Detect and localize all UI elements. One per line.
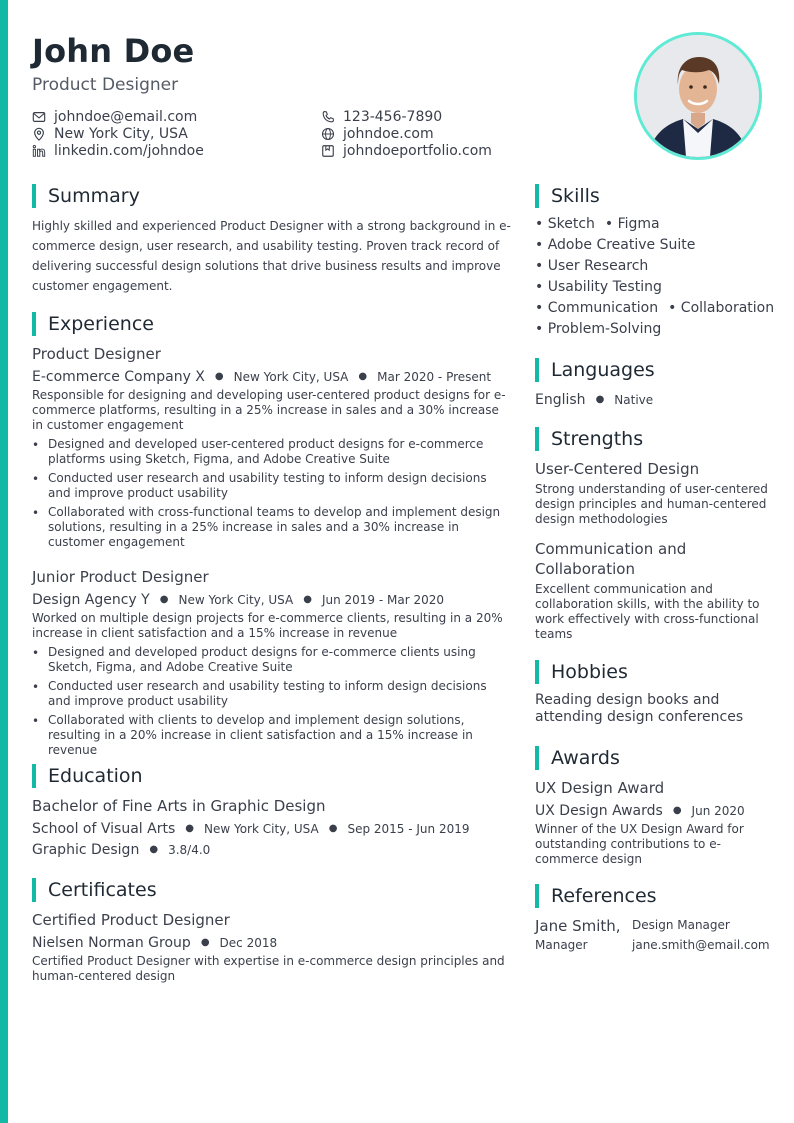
heading-accent — [535, 660, 539, 684]
separator-dot: ● — [149, 844, 159, 855]
skills-row — [535, 319, 770, 340]
skills-row — [535, 298, 775, 319]
job-location: New York City, USA — [233, 370, 349, 384]
hobbies-section — [535, 660, 770, 726]
languages-section — [535, 358, 770, 410]
separator-dot: ● — [328, 823, 338, 834]
job-description: Responsible for designing and developing user-centered product designs for e-commerce platforms, resulting in a 25% increase in sales and a 30% increase in customer engagement — [32, 388, 506, 432]
job-bullet: • Collaborated with cross-functional teams to develop and implement design solutions, resulting in a 25% increase in sales and a 30% increase in customer engagement — [32, 505, 512, 550]
strengths-section — [535, 427, 770, 642]
contact-linkedin[interactable] — [32, 142, 204, 159]
education-field-row — [32, 840, 512, 860]
language-level: Native — [614, 393, 654, 407]
skills-row — [535, 235, 770, 256]
heading-accent — [535, 358, 539, 382]
skill-item: • Communication — [535, 300, 659, 316]
award-issuer: UX Design Awards — [535, 803, 663, 819]
skill-item: • Figma — [604, 216, 660, 232]
job-bullet: • Designed and developed user-centered product designs for e-commerce platforms using Sketch, Figma, and Adobe Creative Suite — [32, 437, 512, 467]
heading-accent — [535, 746, 539, 770]
contact-location-text: New York City, USA — [54, 125, 188, 142]
candidate-name: John Doe — [32, 32, 195, 70]
strengths-heading — [535, 427, 770, 451]
skill-text: User Research — [547, 258, 649, 274]
avatar-illustration — [637, 35, 759, 157]
job-bullet: • Collaborated with clients to develop and implement design solutions, resulting in a 20% increase in client satisfaction and a 15% increase in revenue — [32, 713, 512, 758]
strength-item — [535, 459, 770, 527]
references-heading-text: References — [551, 885, 657, 907]
skills-heading — [535, 184, 770, 208]
languages-heading — [535, 358, 770, 382]
job-entry — [32, 567, 512, 758]
skill-text: Usability Testing — [547, 279, 662, 295]
contact-email-text: johndoe@email.com — [54, 108, 198, 125]
reference-position: Design Manager — [632, 918, 730, 932]
award-title: UX Design Award — [535, 779, 665, 797]
skill-item: • Problem-Solving — [535, 321, 662, 337]
awards-heading-text: Awards — [551, 747, 620, 769]
certificate-meta — [32, 933, 512, 953]
education-degree: Bachelor of Fine Arts in Graphic Design — [32, 797, 326, 815]
heading-accent — [32, 184, 36, 208]
skill-text: Communication — [547, 300, 659, 316]
education-heading-text: Education — [48, 765, 143, 787]
heading-accent — [32, 764, 36, 788]
experience-heading-text: Experience — [48, 313, 154, 335]
separator-dot: ● — [358, 371, 368, 382]
contact-location — [32, 125, 188, 142]
contact-portfolio-text: johndoeportfolio.com — [343, 142, 492, 159]
reference-email[interactable]: jane.smith@email.com — [632, 938, 770, 952]
education-section — [32, 764, 512, 860]
separator-dot: ● — [159, 594, 169, 605]
job-location: New York City, USA — [178, 593, 294, 607]
separator-dot: ● — [595, 394, 605, 405]
profile-photo — [634, 32, 762, 160]
award-meta — [535, 801, 770, 821]
education-dates: Sep 2015 - Jun 2019 — [347, 822, 470, 836]
separator-dot: ● — [185, 823, 194, 834]
certificates-heading-text: Certificates — [48, 879, 157, 901]
job-bullet: • Designed and developed product designs for e-commerce clients using Sketch, Figma, and Adobe Creative Suite — [32, 645, 512, 675]
strength-title: User-Centered Design — [535, 460, 700, 478]
reference-role: Manager — [535, 938, 588, 952]
job-description: Worked on multiple design projects for e-commerce clients, resulting in a 20% increase in client satisfaction and a 15% increase in revenue — [32, 611, 503, 640]
references-heading — [535, 884, 770, 908]
portfolio-icon — [321, 144, 335, 158]
contact-phone-text: 123-456-7890 — [343, 108, 443, 125]
hobbies-text: Reading design books and attending design conferences — [535, 692, 744, 725]
skills-row — [535, 214, 770, 235]
summary-heading — [32, 184, 512, 208]
education-meta — [32, 819, 512, 839]
skill-item: • Collaboration — [668, 300, 775, 316]
summary-text: Highly skilled and experienced Product Designer with a strong background in e-commerce design, user research, and usability testing. Proven track record of delivering successful design solutions that drive business results and improve customer engagement. — [32, 219, 511, 293]
strength-item — [535, 539, 770, 642]
accent-bar — [0, 0, 8, 1123]
job-role: Product Designer — [32, 345, 161, 363]
contact-website[interactable] — [321, 125, 434, 142]
strength-description: Excellent communication and collaboration skills, with the ability to work effectively with cross-functional teams — [535, 582, 760, 641]
skill-text: Figma — [617, 216, 660, 232]
job-role: Junior Product Designer — [32, 568, 209, 586]
hobbies-heading-text: Hobbies — [551, 661, 628, 683]
heading-accent — [535, 427, 539, 451]
strength-title: Communication and Collaboration — [535, 540, 687, 578]
certificate-description: Certified Product Designer with expertise in e-commerce design principles and human-centered design — [32, 954, 505, 983]
job-dates: Jun 2019 - Mar 2020 — [321, 593, 445, 607]
education-school: School of Visual Arts — [32, 821, 176, 837]
hobbies-heading — [535, 660, 770, 684]
skill-item: • Usability Testing — [535, 279, 662, 295]
contact-phone[interactable] — [321, 108, 442, 125]
contact-email[interactable] — [32, 108, 197, 125]
languages-heading-text: Languages — [551, 359, 655, 381]
job-bullet: • Conducted user research and usability testing to inform design decisions and improve product usability — [32, 679, 512, 709]
skills-list — [535, 214, 775, 340]
experience-section — [32, 312, 512, 758]
job-dates: Mar 2020 - Present — [377, 370, 492, 384]
job-meta — [32, 590, 512, 610]
skill-item: • User Research — [535, 258, 649, 274]
skill-text: Sketch — [547, 216, 595, 232]
heading-accent — [32, 878, 36, 902]
phone-icon — [321, 110, 335, 124]
experience-heading — [32, 312, 512, 336]
award-description: Winner of the UX Design Award for outstanding contributions to e-commerce design — [535, 822, 744, 866]
education-field: Graphic Design — [32, 842, 140, 858]
job-company: Design Agency Y — [32, 592, 150, 608]
resume-header — [32, 30, 612, 159]
strengths-heading-text: Strengths — [551, 428, 644, 450]
certificates-section — [32, 878, 512, 984]
skills-section — [535, 184, 775, 340]
separator-dot: ● — [214, 371, 224, 382]
job-bullet: • Conducted user research and usability testing to inform design decisions and improve product usability — [32, 471, 512, 501]
linkedin-icon — [32, 144, 46, 158]
separator-dot: ● — [200, 937, 210, 948]
heading-accent — [32, 312, 36, 336]
globe-icon — [321, 127, 335, 141]
certificates-heading — [32, 878, 512, 902]
reference-name: Jane Smith, — [535, 917, 621, 935]
contact-linkedin-text: linkedin.com/johndoe — [54, 142, 204, 159]
awards-heading — [535, 746, 770, 770]
skill-text: Adobe Creative Suite — [547, 237, 696, 253]
heading-accent — [535, 184, 539, 208]
certificate-date: Dec 2018 — [219, 936, 278, 950]
reference-entry — [535, 916, 770, 956]
strength-description: Strong understanding of user-centered design principles and human-centered design methodologies — [535, 482, 768, 526]
summary-heading-text: Summary — [48, 185, 140, 207]
skill-item: • Adobe Creative Suite — [535, 237, 696, 253]
language-row — [535, 390, 770, 410]
separator-dot: ● — [672, 805, 682, 816]
skills-row — [535, 277, 770, 298]
job-meta — [32, 367, 512, 387]
mail-icon — [32, 110, 46, 124]
heading-accent — [535, 884, 539, 908]
education-heading — [32, 764, 512, 788]
awards-section — [535, 746, 770, 867]
contact-portfolio[interactable] — [321, 142, 492, 159]
summary-section — [32, 184, 512, 296]
skills-row — [535, 256, 770, 277]
location-pin-icon — [32, 127, 46, 141]
skill-text: Collaboration — [680, 300, 775, 316]
candidate-title: Product Designer — [32, 75, 179, 95]
education-location: New York City, USA — [203, 822, 319, 836]
references-section — [535, 884, 770, 956]
job-bullets — [32, 645, 512, 758]
job-company: E-commerce Company X — [32, 369, 205, 385]
separator-dot: ● — [303, 594, 312, 605]
award-date: Jun 2020 — [691, 804, 745, 818]
contact-website-text: johndoe.com — [343, 125, 434, 142]
skill-text: Problem-Solving — [547, 321, 662, 337]
job-entry — [32, 344, 512, 550]
language-name: English — [535, 392, 586, 408]
skills-heading-text: Skills — [551, 185, 600, 207]
certificate-name: Certified Product Designer — [32, 911, 230, 929]
skill-item: • Sketch — [535, 216, 595, 232]
certificate-issuer: Nielsen Norman Group — [32, 935, 191, 951]
job-bullets — [32, 437, 512, 550]
education-gpa: 3.8/4.0 — [168, 843, 211, 857]
